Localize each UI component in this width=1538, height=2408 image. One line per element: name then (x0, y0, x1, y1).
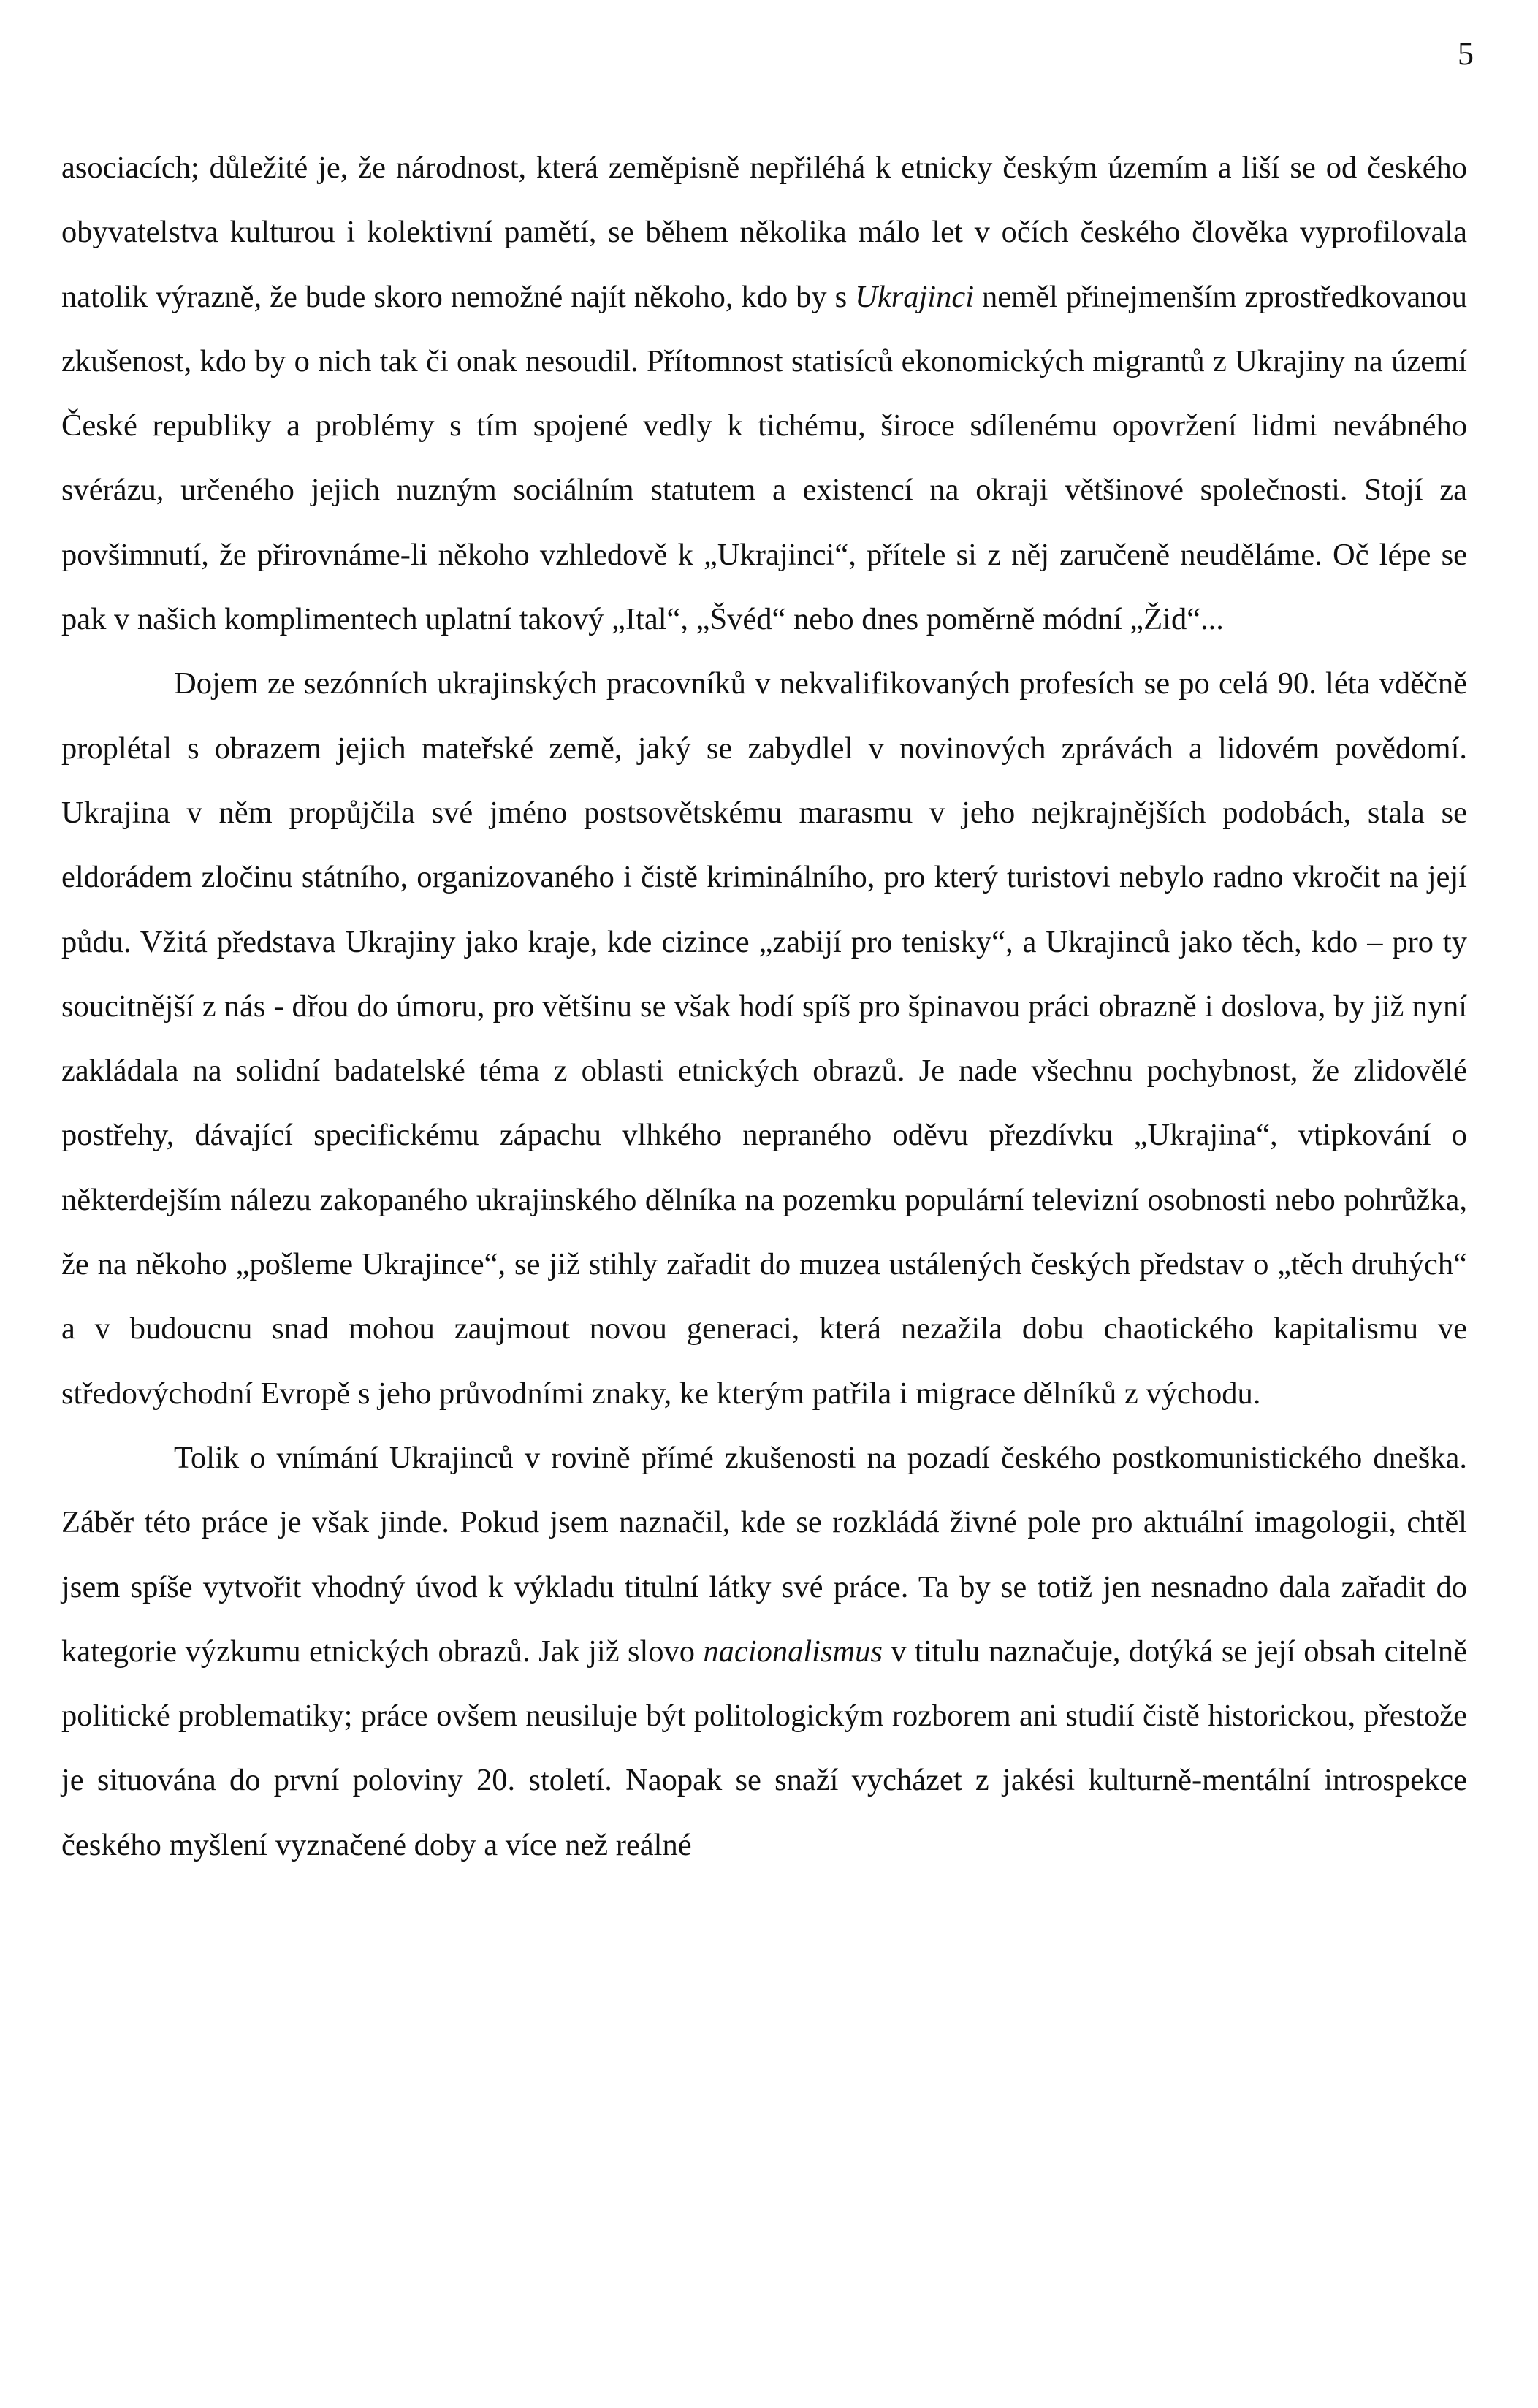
text-segment-italic: nacionalismus (703, 1634, 883, 1669)
text-segment: neměl přinejmenším zprostředkovanou zkušenost, kdo by o nich tak či onak nesoudil. Přítomnost statisíců ekonomických migrantů z Ukrajiny na území České republiky a problémy s tím spojené vedly k tichému, široce sdílenému opovržení lidmi nevábného svérázu, určeného jejich nuzným sociálním statutem a existencí na okraji většinové společnosti. Stojí za povšimnutí, že přirovnáme-li někoho vzhledově k „Ukrajinci“, přítele si z něj zaručeně neuděláme. Oč lépe se pak v našich komplimentech uplatní takový „Ital“, „Švéd“ nebo dnes poměrně módní „Žid“... (61, 279, 1468, 637)
paragraph (61, 652, 1467, 1426)
text-segment: Tolik o vnímání Ukrajinců v rovině přímé zkušenosti na pozadí českého postkomunistického dneška. Záběr této práce je však jinde. Pokud jsem naznačil, kde se rozkládá živné pole pro aktuální imagologii, chtěl jsem spíše vytvořit vhodný úvod k výkladu titulní látky své práce. Ta by se totiž jen nesnadno dala zařadit do kategorie výzkumu etnických obrazů. Jak již slovo (61, 1440, 1467, 1669)
text-segment-italic: Ukrajinci (855, 279, 975, 314)
text-segment: asociacích; důležité je, že národnost, která zeměpisně nepřiléhá k etnicky českým územím a liší se od českého obyvatelstva kulturou i kolektivní pamětí, se během několika málo let v očích českého člověka vyprofilovala natolik výrazně, že bude skoro nemožné najít někoho, kdo by s (61, 150, 1467, 314)
page-number: 5 (1458, 36, 1474, 72)
document-body (61, 136, 1467, 1878)
text-segment: v titulu naznačuje, dotýká se její obsah citelně politické problematiky; práce ovšem neusiluje být politologickým rozborem ani studií čistě historickou, přestože je situována do první poloviny 20. století. Naopak se snaží vycházet z jakési kulturně-mentální introspekce českého myšlení vyznačené doby a více než reálné (61, 1634, 1467, 1862)
paragraph (61, 136, 1467, 652)
text-segment: Dojem ze sezónních ukrajinských pracovníků v nekvalifikovaných profesích se po celá 90. léta vděčně proplétal s obrazem jejich mateřské země, jaký se zabydlel v novinových zprávách a lidovém povědomí. Ukrajina v něm propůjčila své jméno postsovětskému marasmu v jeho nejkrajnějších podobách, stala se eldorádem zločinu státního, organizovaného i čistě kriminálního, pro který turistovi nebylo radno vkročit na její půdu. Vžitá představa Ukrajiny jako kraje, kde cizince „zabijí pro tenisky“, a Ukrajinců jako těch, kdo – pro ty soucitnější z nás - dřou do úmoru, pro většinu se však hodí spíš pro špinavou práci obrazně i doslova, by již nyní zakládala na solidní badatelské téma z oblasti etnických obrazů. Je nade všechnu pochybnost, že zlidovělé postřehy, dávající specifickému zápachu vlhkého nepraného oděvu přezdívku „Ukrajina“, vtipkování o některdejším nálezu zakopaného ukrajinského dělníka na pozemku populární televizní osobnosti nebo pohrůžka, že na někoho „pošleme Ukrajince“, se již stihly zařadit do muzea ustálených českých představ o „těch druhých“ a v budoucnu snad mohou zaujmout novou generaci, která nezažila dobu chaotického kapitalismu ve středovýchodní Evropě s jeho průvodními znaky, ke kterým patřila i migrace dělníků z východu. (61, 666, 1467, 1411)
paragraph (61, 1426, 1467, 1878)
